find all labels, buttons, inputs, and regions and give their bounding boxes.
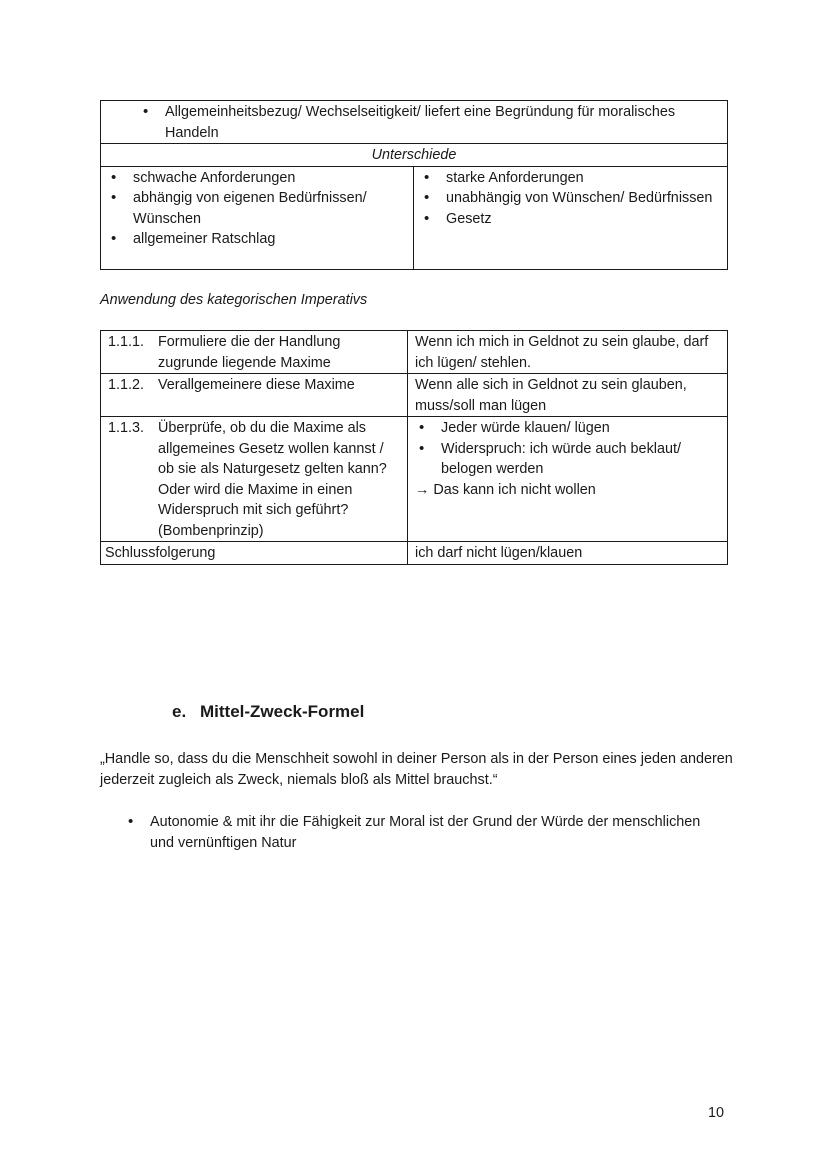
imperative-table [100,330,728,565]
list-item: • unabhängig von Wünschen/ Bedürfnissen [420,188,721,209]
conclusion-arrow-text: → Das kann ich nicht wollen [415,481,596,498]
section-letter: e. [172,702,187,721]
list-item: • starke Anforderungen [420,168,721,189]
table-row [101,542,728,565]
answer-list [415,418,720,480]
answer-cell: Wenn alle sich in Geldnot zu sein glauben, muss/soll man lügen [408,374,728,417]
step-cell [101,417,408,542]
step-text: Formuliere die der Handlung zugrunde liegende Maxime [158,334,341,371]
table-caption: Anwendung des kategorischen Imperativs [100,292,368,308]
answer-cell: Wenn ich mich in Geldnot zu sein glaube, darf ich lügen/ stehlen. [408,331,728,374]
final-label: Schlussfolgerung [101,542,408,565]
page-number: 10 [708,1105,725,1121]
table-row [101,331,728,374]
list-item: • Allgemeinheitsbezug/ Wechselseitigkeit/ liefert eine Begründung für moralisches Handeln [107,102,721,143]
step-cell [101,331,408,374]
step-number: 1.1.3. [108,420,145,436]
step-number: 1.1.2. [108,377,145,393]
autonomy-bullet [124,812,704,853]
list-item: • allgemeiner Ratschlag [107,229,407,250]
hypothetical-cell [101,166,414,269]
kant-quote: „Handle so, dass du die Menschheit sowohl in deiner Person als in der Person eines jeden anderen jederzeit zugleich als Zweck, niemals bloß als Mittel brauchst.“ [100,751,733,788]
list-item: • Autonomie & mit ihr die Fähigkeit zur Moral ist der Grund der Würde der menschlichen und vernünftigen Natur [124,812,704,853]
table-row [101,374,728,417]
differences-header: Unterschiede [101,144,728,167]
categorical-cell [414,166,728,269]
answer-cell [408,417,728,542]
list-item: • Jeder würde klauen/ lügen [415,418,720,439]
list-item: • Widerspruch: ich würde auch beklaut/ belogen werden [415,439,720,480]
final-value: ich darf nicht lügen/klauen [408,542,728,565]
list-item: • abhängig von eigenen Bedürfnissen/ Wünschen [107,188,407,229]
list-item: • Gesetz [420,209,721,230]
step-cell [101,374,408,417]
table-row [101,417,728,542]
common-list [107,102,721,143]
section-heading [172,702,364,723]
categorical-list [420,168,721,230]
common-cell [101,101,728,144]
autonomy-list [124,812,704,853]
step-text: Verallgemeinere diese Maxime [158,377,355,393]
step-text: Überprüfe, ob du die Maxime als allgemeines Gesetz wollen kannst / ob sie als Naturgesetz gelten kann? Oder wird die Maxime in einen Widerspruch mit sich geführt? (Bombenprinzip) [158,420,387,539]
section-title: Mittel-Zweck-Formel [200,702,365,721]
step-number: 1.1.1. [108,334,145,350]
differences-table [100,100,728,270]
hypothetical-list [107,168,407,250]
list-item: • schwache Anforderungen [107,168,407,189]
